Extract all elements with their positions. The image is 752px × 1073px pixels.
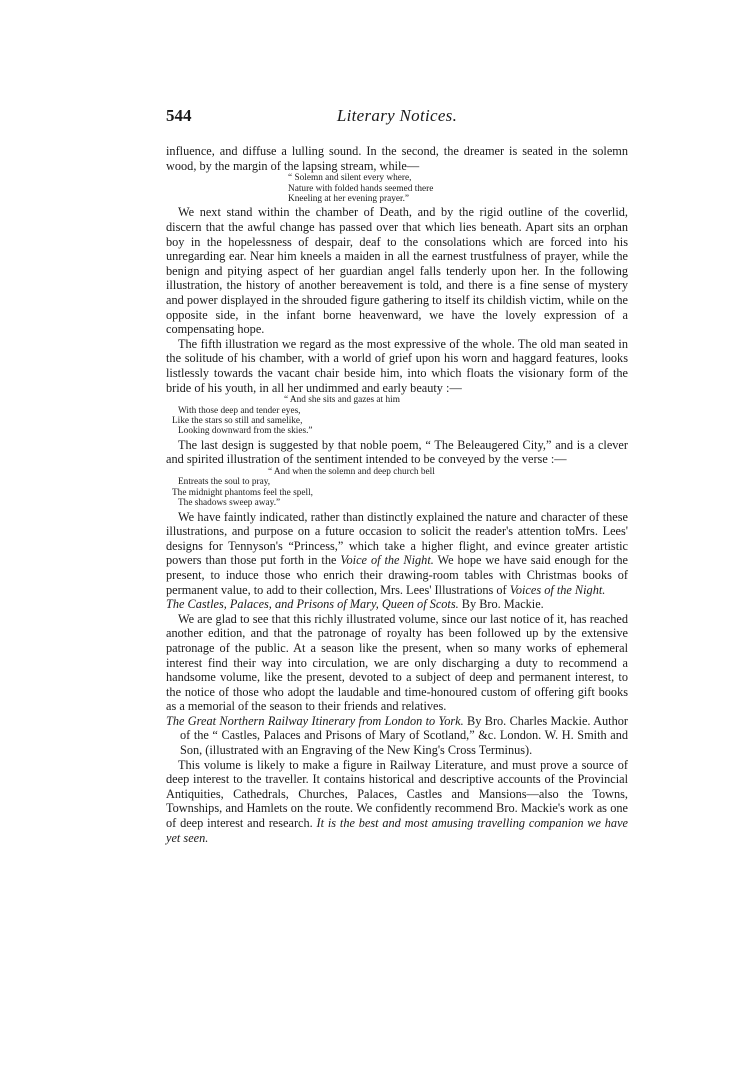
verse-quote-3 xyxy=(166,467,628,509)
paragraph-3: The fifth illustration we regard as the most expressive of the whole. The old man seated in the solitude of his chamber, with a world of grief upon his worn and haggard features, looks listlessly towards the vacant chair beside him, into which floats the visionary form of the bride of his youth, in all her undimmed and early beauty :— xyxy=(166,336,628,395)
paragraph-6: We are glad to see that this richly illustrated volume, since our last notice of it, has reached another edition, and that the patronage of royalty has been followed up by the extensive patronage of the public. At a season like the present, when so many works of ephemeral interest find their way into circulation, we are only discharging a duty to recommend a handsome volume, like the present, devoted to a subject of deep and permanent interest, to the notice of those who adopt the laudable and time-honoured custom of offering gift books as a memorial of the season to their friends and relatives. xyxy=(166,611,628,714)
verse-quote-2 xyxy=(166,395,628,437)
paragraph-7-text: This volume is likely to make a figure in Railway Literature, and must prove a source of deep interest to the traveller. It contains historical and descriptive accounts of the Provincial Antiquities, Cathedrals, Churches, Palaces, Castles and Mansions—also the Towns, Townships, and Hamlets on the route. We confidently recommend Bro. Mackie's work as one of deep interest and research. xyxy=(166,757,628,831)
running-title: Literary Notices. xyxy=(336,106,458,125)
verse-line: Entreats the soul to pray, xyxy=(178,477,271,488)
verse-line: “ And she sits and gazes at him xyxy=(284,395,400,406)
verse-line: The shadows sweep away.” xyxy=(178,498,281,509)
verse-line: Kneeling at her evening prayer.” xyxy=(288,194,410,204)
paragraph-4: The last design is suggested by that noble poem, “ The Beleaugered City,” and is a clever and spirited illustration of the sentiment intended to be conveyed by the verse :— xyxy=(166,437,628,467)
book-details: By Bro. Charles Mackie. Author of the “ Castles, Palaces and Prisons of Mary of Scotland,” &c. London. W. H. Smith and Son, (illustrated with an Engraving of the New King's Cross Terminus). xyxy=(180,713,628,758)
title-voice-of-the-night: Voice of the Night. xyxy=(340,553,434,568)
title-voices-of-the-night: Voices of the Night. xyxy=(509,582,606,597)
book-notice-heading-1 xyxy=(166,597,628,612)
book-author-mackie: By Bro. Mackie. xyxy=(458,597,544,612)
page-number: 544 xyxy=(166,106,192,125)
paragraph-1: influence, and diffuse a lulling sound. In the second, the dreamer is seated in the solemn wood, by the margin of the lapsing stream, while— xyxy=(166,144,628,173)
paragraph-2: We next stand within the chamber of Death, and by the rigid outline of the coverlid, discern that the awful change has passed over that which lies beneath. Apart sits an orphan boy in the hopelessness of despair, deaf to the consolations which are forced into his unregarding ear. Near him kneels a maiden in all the earnest trustfulness of prayer, while the benign and pitying aspect of her guardian angel falls tenderly upon her. In the following illustration, the history of another bereavement is told, and there is a fine sense of mystery and power displayed in the shrouded figure gathering to itself its childish victim, while on the opposite side, in the infant borne heavenward, we have the lovely expression of a compensating hope. xyxy=(166,205,628,337)
page-header xyxy=(166,106,628,132)
verse-line: Looking downward from the skies.” xyxy=(178,426,313,437)
verse-line: The midnight phantoms feel the spell, xyxy=(172,487,313,498)
verse-quote-1 xyxy=(166,173,628,204)
verse-line: With those deep and tender eyes, xyxy=(178,405,301,416)
paragraph-7-italic: It is the best and most amusing travelling companion we have yet seen. xyxy=(166,816,628,845)
verse-line: Nature with folded hands seemed there xyxy=(288,183,434,194)
paragraph-7 xyxy=(166,758,628,846)
paragraph-5 xyxy=(166,510,628,598)
book-title-railway-itinerary: The Great Northern Railway Itinerary from London to York. xyxy=(166,713,464,728)
verse-line: “ Solemn and silent every where, xyxy=(288,173,412,184)
page xyxy=(166,106,628,845)
paragraph-5-text: We have faintly indicated, rather than distinctly explained the nature and character of these illustrations, and purpose on a future occasion to solicit the reader's attention toMrs. Lees' designs for Tennyson's “Princess,” which take a higher flight, and evince greater artistic powers than those put forth in the xyxy=(166,509,628,568)
book-title-castles: The Castles, Palaces, and Prisons of Mary, Queen of Scots. xyxy=(166,597,459,612)
verse-line: “ And when the solemn and deep church bell xyxy=(268,466,435,477)
book-notice-heading-2 xyxy=(166,714,628,758)
verse-line: Like the stars so still and samelike, xyxy=(172,415,303,426)
paragraph-5-text-cont: We hope we have said enough for the present, to induce those who enrich their drawing-room tables with Christmas books of permanent value, to add to their collection, Mrs. Lees' Illustrations of xyxy=(166,553,628,597)
